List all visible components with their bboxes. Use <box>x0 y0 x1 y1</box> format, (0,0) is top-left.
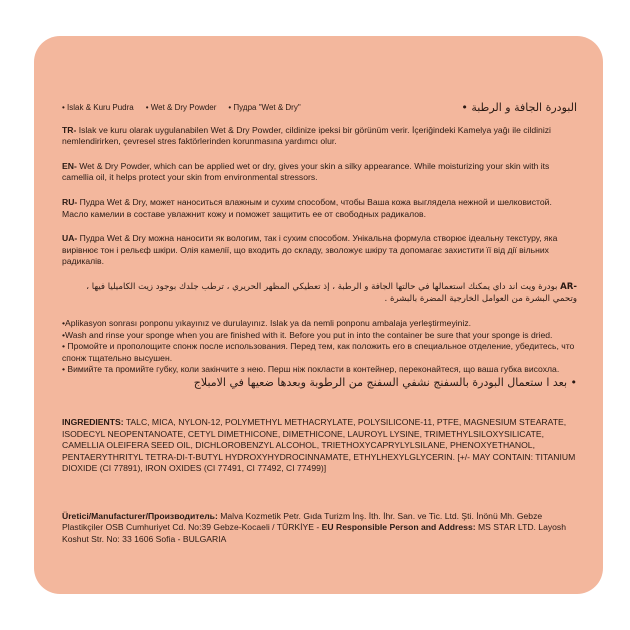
text-tr: Islak ve kuru olarak uygulanabilen Wet & Dry Powder, cildinize ipeksi bir görünüm verir. İçeriğindeki Kamelya yağı ile cildinizi nemlendirirken, çevresel stres faktörlerinden korunmasına yardımcı olur. <box>62 124 551 147</box>
instruction-en: •Wash and rinse your sponge when you are finished with it. Before you put in into the container be sure that your sponge is dried. <box>62 329 553 340</box>
lang-code-ar: -AR <box>560 281 577 292</box>
name-ru: • Пудра "Wet & Dry" <box>228 103 301 112</box>
instruction-ua: • Вимийте та промийте губку, коли закінчите з нею. Перш ніж покласти в контейнер, переконайтеся, що ваша губка висохла. <box>62 364 560 375</box>
latin-names <box>62 102 301 114</box>
description-ar <box>62 281 577 305</box>
eu-responsible-text: MS STAR LTD. Layosh Koshut Str. No: 33 1606 Sofia - BULGARIA <box>62 522 567 545</box>
name-ar: البودرة الجافة و الرطبة • <box>461 101 577 114</box>
instruction-ar: • بعد ا ستعمال البودرة بالسفنج نشفي السفنج من الرطوبة وبعدها ضعيها في الامبلاج <box>193 375 577 389</box>
manufacturer-label: Üretici/Manufacturer/Производитель: <box>62 510 218 521</box>
product-label-card <box>34 36 603 594</box>
ingredients-text: TALC, MICA, NYLON-12, POLYMETHYL METHACRYLATE, POLYSILICONE-11, PTFE, MAGNESIUM STEARATE, ISODECYL NEOPENTANOATE, CETYL DIMETHICONE, DIMETHICONE, LAUROYL LYSINE, TRIMETHYLSILOXYSILICATE, CAMELLIA OLEIFERA SEED OIL, DICHLOROBENZYL ALCOHOL, TRIETHOXYCAPRYLYLSILANE, PHENOXYETHANOL, PENTAERYTHRITYL TETRA-DI-T-BUTYL HYDROXYHYDROCINNAMATE, ETHYLHEXYLGLYCERIN. [+/- MAY CONTAIN: TITANIUM DIOXIDE (CI 77891), IRON OXIDES (CI 77491, CI 77492, CI 77499)] <box>62 416 576 474</box>
product-names-row <box>62 102 577 114</box>
ingredients-label: INGREDIENTS: <box>62 416 124 427</box>
name-tr: • Islak & Kuru Pudra <box>62 103 134 112</box>
eu-responsible-label: EU Responsible Person and Address: <box>321 522 476 533</box>
description-tr <box>62 125 577 148</box>
lang-code-en: EN- <box>62 160 77 171</box>
text-ar: بودرة ويت اند داي يمكنك استعمالها في حالتها الجافة و الرطبة ، إذ تعطيكي المظهر الحريري ، ترطب جلدك بوجود زيت الكاميليا فيها ، وتحمي البشرة من العوامل الخارجية المضرة بالبشرة . <box>86 281 577 304</box>
text-en: Wet & Dry Powder, which can be applied wet or dry, gives your skin a silky appearance. While moisturizing your skin with its camellia oil, it helps protect your skin from environmental stressors. <box>62 160 550 183</box>
description-ru <box>62 197 577 220</box>
instruction-tr: •Aplikasyon sonrası ponponu yıkayınız ve durulayınız. Islak ya da nemli ponponu ambalaja yerleştirmeyiniz. <box>62 317 472 328</box>
manufacturer-text: Malva Kozmetik Petr. Gıda Turizm İnş. İth. İhr. San. ve Tic. Ltd. Şti. İnönü Mh. Gebze Plastikçiler OSB Cumhuriyet Cd. No:39 Gebze-Kocaeli / TÜRKİYE - <box>62 510 543 533</box>
lang-code-tr: TR- <box>62 124 77 135</box>
description-en <box>62 161 577 184</box>
manufacturer-info <box>62 511 577 546</box>
text-ru: Пудра Wet & Dry, может наноситься влажным и сухим способом, чтобы Ваша кожа выглядела нежной и шелковистой. Масло камелии в составе увлажнит кожу и поможет защитить ее от свободных радикалов. <box>62 196 552 219</box>
text-ua: Пудра Wet & Dry можна наносити як вологим, так і сухим способом. Унікальна формула створює ідеальну текстуру, яка вирівнює тон і рельєф шкіри. Олія камелії, що входить до складу, зволожує шкіру та допомагає захистити її від дії вільних радикалів. <box>62 233 558 267</box>
description-ua <box>62 233 577 268</box>
lang-code-ua: UA- <box>62 233 78 244</box>
ingredients <box>62 417 577 475</box>
lang-code-ru: RU- <box>62 196 78 207</box>
name-en: • Wet & Dry Powder <box>145 103 217 112</box>
instruction-ru: • Промойте и прополощите спонж после использования. Перед тем, как положить его в специальное отделение, убедитесь, что спонж тщательно высушен. <box>62 341 575 363</box>
spacer <box>62 403 577 413</box>
